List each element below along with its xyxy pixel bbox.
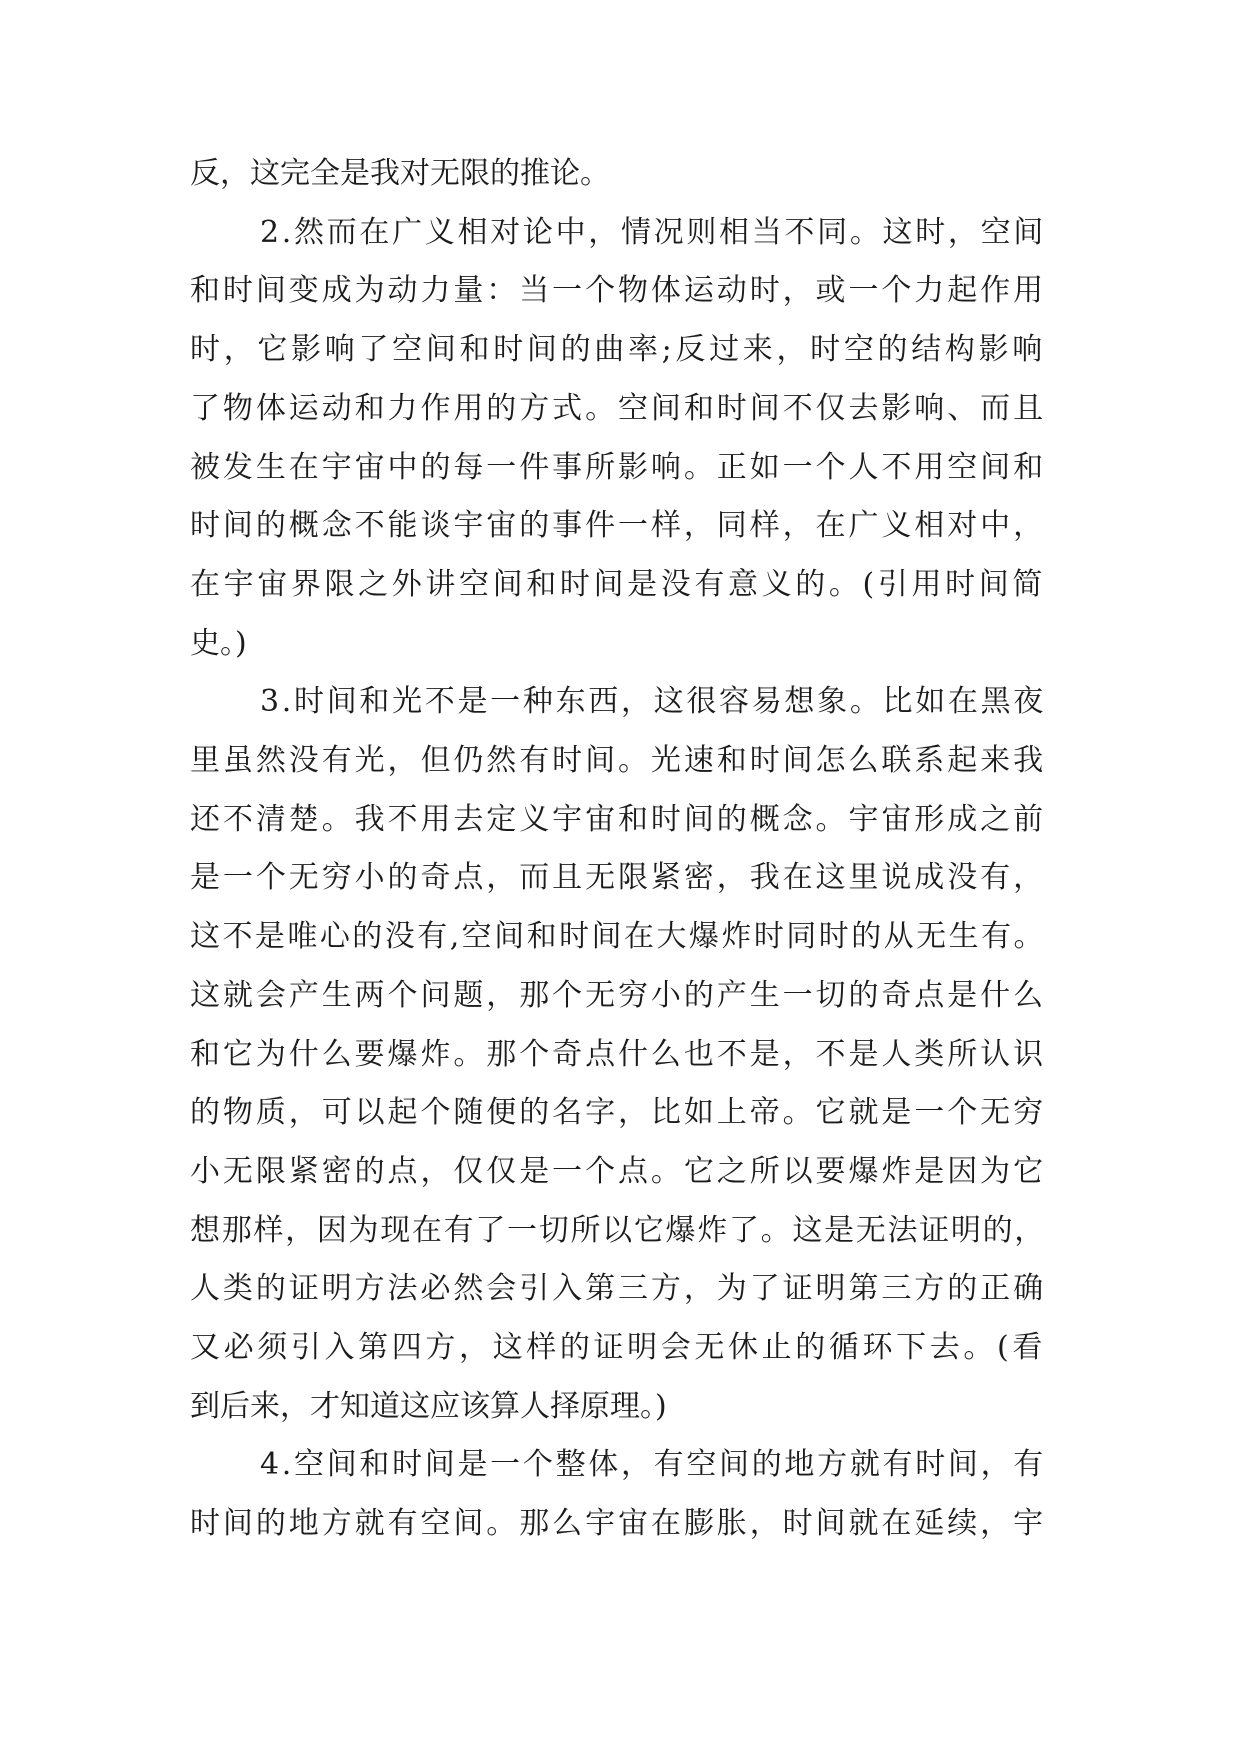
text-line: 和它为什么要爆炸。那个奇点什么也不是，不是人类所认识 (190, 1036, 1046, 1072)
text-line: 反，这完全是我对无限的推论。 (190, 156, 610, 191)
text-line: 时，它影响了空间和时间的曲率;反过来，时空的结构影响 (190, 332, 1046, 368)
text-line: 里虽然没有光，但仍然有时间。光速和时间怎么联系起来我 (190, 743, 1046, 778)
text-line: 被发生在宇宙中的每一件事所影响。正如一个人不用空间和 (190, 449, 1046, 485)
text-line: 史。) (190, 625, 247, 661)
text-line: 在宇宙界限之外讲空间和时间是没有意义的。(引用时间简 (190, 566, 1046, 602)
text-line: 这就会产生两个问题，那个无穷小的产生一切的奇点是什么 (190, 977, 1046, 1013)
text-line: 这不是唯心的没有,空间和时间在大爆炸时同时的从无生有。 (190, 919, 1046, 955)
text-line: 小无限紧密的点，仅仅是一个点。它之所以要爆炸是因为它 (190, 1153, 1046, 1189)
text-line: 的物质，可以起个随便的名字，比如上帝。它就是一个无穷 (190, 1095, 1046, 1131)
text-line: 和时间变成为动力量：当一个物体运动时，或一个力起作用 (190, 273, 1046, 309)
text-line: 人类的证明方法必然会引入第三方，为了证明第三方的正确 (190, 1271, 1046, 1307)
text-line: 4.空间和时间是一个整体，有空间的地方就有时间，有 (260, 1447, 1046, 1483)
text-line: 了物体运动和力作用的方式。空间和时间不仅去影响、而且 (190, 390, 1046, 426)
text-line: 2.然而在广义相对论中，情况则相当不同。这时，空间 (260, 214, 1046, 250)
text-line: 是一个无穷小的奇点，而且无限紧密，我在这里说成没有， (190, 860, 1046, 896)
text-line: 时间的地方就有空间。那么宇宙在膨胀，时间就在延续，宇 (190, 1506, 1046, 1542)
text-line: 又必须引入第四方，这样的证明会无休止的循环下去。(看 (190, 1330, 1046, 1365)
text-line: 还不清楚。我不用去定义宇宙和时间的概念。宇宙形成之前 (190, 801, 1046, 837)
text-line: 3.时间和光不是一种东西，这很容易想象。比如在黑夜 (260, 684, 1046, 720)
text-line: 想那样，因为现在有了一切所以它爆炸了。这是无法证明的， (190, 1212, 1046, 1248)
text-line: 时间的概念不能谈宇宙的事件一样，同样，在广义相对中， (190, 508, 1046, 544)
text-line: 到后来，才知道这应该算人择原理。) (190, 1388, 667, 1424)
